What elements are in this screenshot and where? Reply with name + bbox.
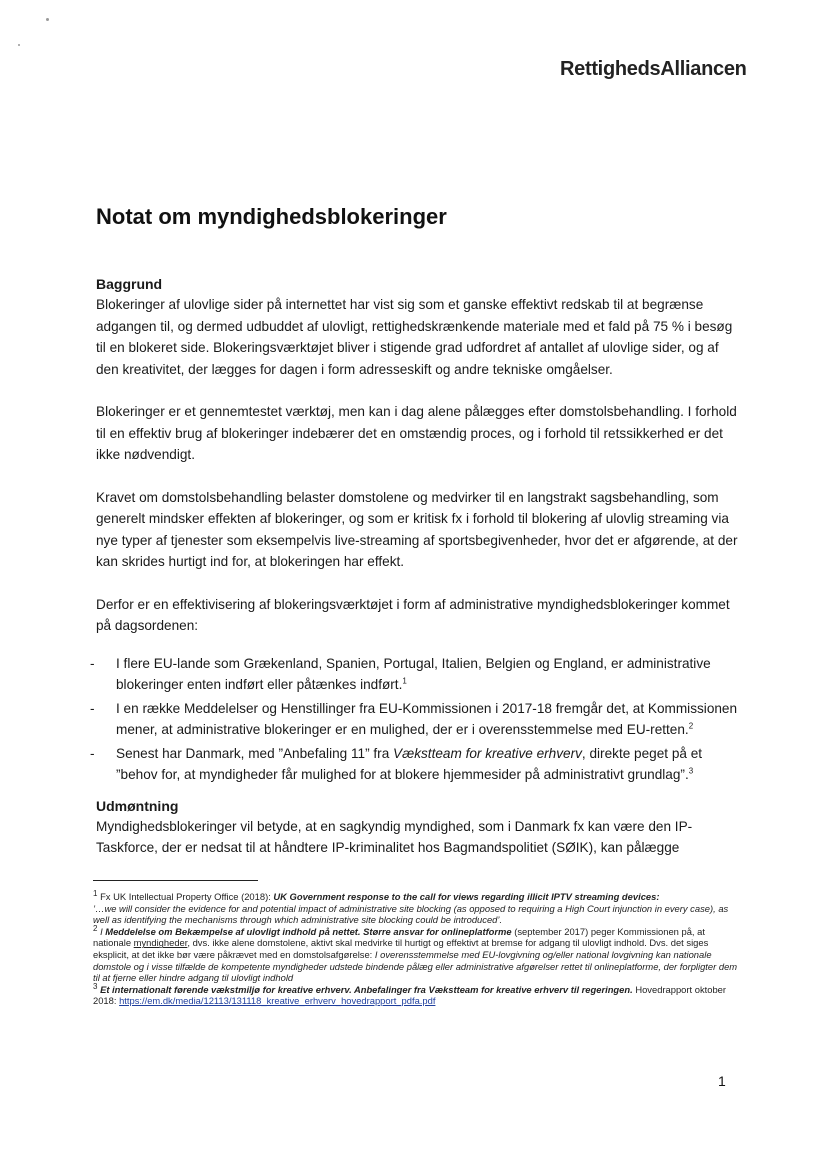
footnote-1 — [93, 888, 738, 926]
footnote-text: Hovedrapport oktober 2018: — [93, 983, 727, 1007]
bullet-item — [90, 743, 741, 786]
scan-speck — [18, 44, 20, 46]
bullet-text: I flere EU-lande som Grækenland, Spanien, Portugal, Italien, Belgien og England, er administrative blokeringer enten indført eller påtænkes indført. — [116, 655, 711, 692]
bullet-dash: - — [90, 655, 95, 671]
footnote-link[interactable]: https://em.dk/media/12113/131118_kreative_erhverv_hovedrapport_pdfa.pdf — [119, 995, 436, 1007]
footnote-text: (september 2017) peger Kommissionen på, at nationale — [93, 925, 705, 949]
rettighedsalliancen-logo: RettighedsAlliancen — [560, 58, 747, 80]
body-paragraph: Myndighedsblokeringer vil betyde, at en sagkyndig myndighed, som i Danmark fx kan være den IP-Taskforce, der er nedsat til at håndtere IP-kriminalitet hos Bagmandspolitiet (SØIK), kan pålægge — [96, 818, 693, 855]
footnote-underlined: myndigheder — [133, 937, 188, 949]
footnote-text: , dvs. ikke alene domstolene, aktivt skal medvirke til hurtigt og effektivt at bremse for adgang til ulovligt indhold. Dvs. det siges eksplicit, at det ikke bør være påkrævet med en domstolsafgørelse: — [93, 937, 709, 960]
footnote-ref[interactable]: 2 — [688, 721, 694, 731]
section-heading-baggrund: Baggrund — [96, 276, 163, 292]
footnote-title: UK Government response to the call for views regarding illicit IPTV streaming devices: — [273, 891, 660, 902]
document-title: Notat om myndighedsblokeringer — [96, 204, 447, 229]
footnotes — [93, 888, 738, 1007]
footnote-2 — [93, 923, 738, 984]
bullet-dash: - — [90, 700, 95, 716]
footnote-ref[interactable]: 1 — [402, 676, 407, 686]
bullet-text: , direkte peget på et ”behov for, at myndigheder får mulighed for at blokere hjemmesider på administrativt grundlag”. — [116, 745, 703, 782]
bullet-emphasis: Vækstteam for kreative erhverv — [393, 745, 582, 761]
footnote-lead: I — [100, 925, 106, 937]
footnote-number: 1 — [93, 888, 98, 898]
bullet-text: I en række Meddelelser og Henstillinger fra EU-Kommissionen i 2017-18 fremgår det, at Kommissionen mener, at administrative blokeringer er en mulighed, der er i overensstemmelse med EU-retten. — [116, 700, 738, 737]
footnote-source: Fx UK Intellectual Property Office (2018): — [100, 891, 274, 902]
section-heading-udmoentning: Udmøntning — [96, 797, 179, 814]
body-paragraph: Blokeringer af ulovlige sider på internettet har vist sig som et ganske effektivt redskab til at begrænse adgangen til, og dermed udbuddet af ulovligt, rettighedskrænkende materiale med et fald på 75 % i besøg til en blokeret side. Blokeringsværktøjet bliver i stigende grad udfordret af antallet af ulovlige sider, og af den kreativitet, der lægges for dagen i form adresseskift og andre tekniske omgåelser. — [96, 297, 733, 377]
footnote-number: 3 — [93, 981, 98, 991]
footnote-divider — [93, 880, 258, 881]
footnote-title: Et internationalt førende vækstmiljø for kreative erhverv. Anbefalinger fra Vækstteam for kreative erhverv til regeringen. — [100, 983, 633, 995]
document-body — [90, 274, 741, 880]
body-paragraph: Blokeringer er et gennemtestet værktøj, men kan i dag alene pålægges efter domstolsbehandling. I forhold til en effektiv brug af blokeringer indebærer det en omstændig proces, og i forhold til retssikkerhed er det ikke nødvendigt. — [96, 404, 737, 462]
bullet-text: Senest har Danmark, med ”Anbefaling 11” fra — [116, 745, 394, 761]
footnote-ref[interactable]: 3 — [688, 766, 694, 776]
page-number: 1 — [718, 1073, 726, 1089]
body-paragraph: Derfor er en effektivisering af blokeringsværktøjet i form af administrative myndighedsblokeringer kommet på dagsordenen: — [96, 596, 730, 633]
bullet-list — [90, 653, 741, 786]
bullet-dash: - — [90, 745, 95, 761]
footnote-quote: I overensstemmelse med EU-lovgivning og/eller national lovgivning kan nationale domstole og i visse tilfælde de kompetente myndigheder udstede bindende pålæg eller administrative afgørelser rettet til onlineplatforme, der forpligter dem til at fjerne eller hindre adgang til ulovligt indhold — [93, 948, 738, 984]
bullet-item — [90, 653, 741, 696]
footnote-quote: ’…we will consider the evidence for and potential impact of administrative site blocking (as opposed to requiring a High Court injunction in every case), as well as identifying the mechanisms through which administrative site blocking could be introduced’. — [93, 902, 729, 926]
body-paragraph: Kravet om domstolsbehandling belaster domstolene og medvirker til en langstrakt sagsbehandling, som generelt mindsker effekten af blokeringer, og som er kritisk fx i forhold til blokering af ulovlig streaming via nye typer af tjenester som eksempelvis live-streaming af sportsbegivenheder, hvor det er afgørende, at der kan skrides hurtigt ind for, at blokeringen har effekt. — [96, 489, 738, 569]
footnote-3 — [93, 981, 738, 1007]
scan-speck — [46, 18, 49, 21]
footnote-title: Meddelelse om Bekæmpelse af ulovligt indhold på nettet. Større ansvar for onlineplatforme — [105, 925, 512, 937]
footnote-number: 2 — [93, 923, 98, 933]
bullet-item — [90, 698, 741, 741]
